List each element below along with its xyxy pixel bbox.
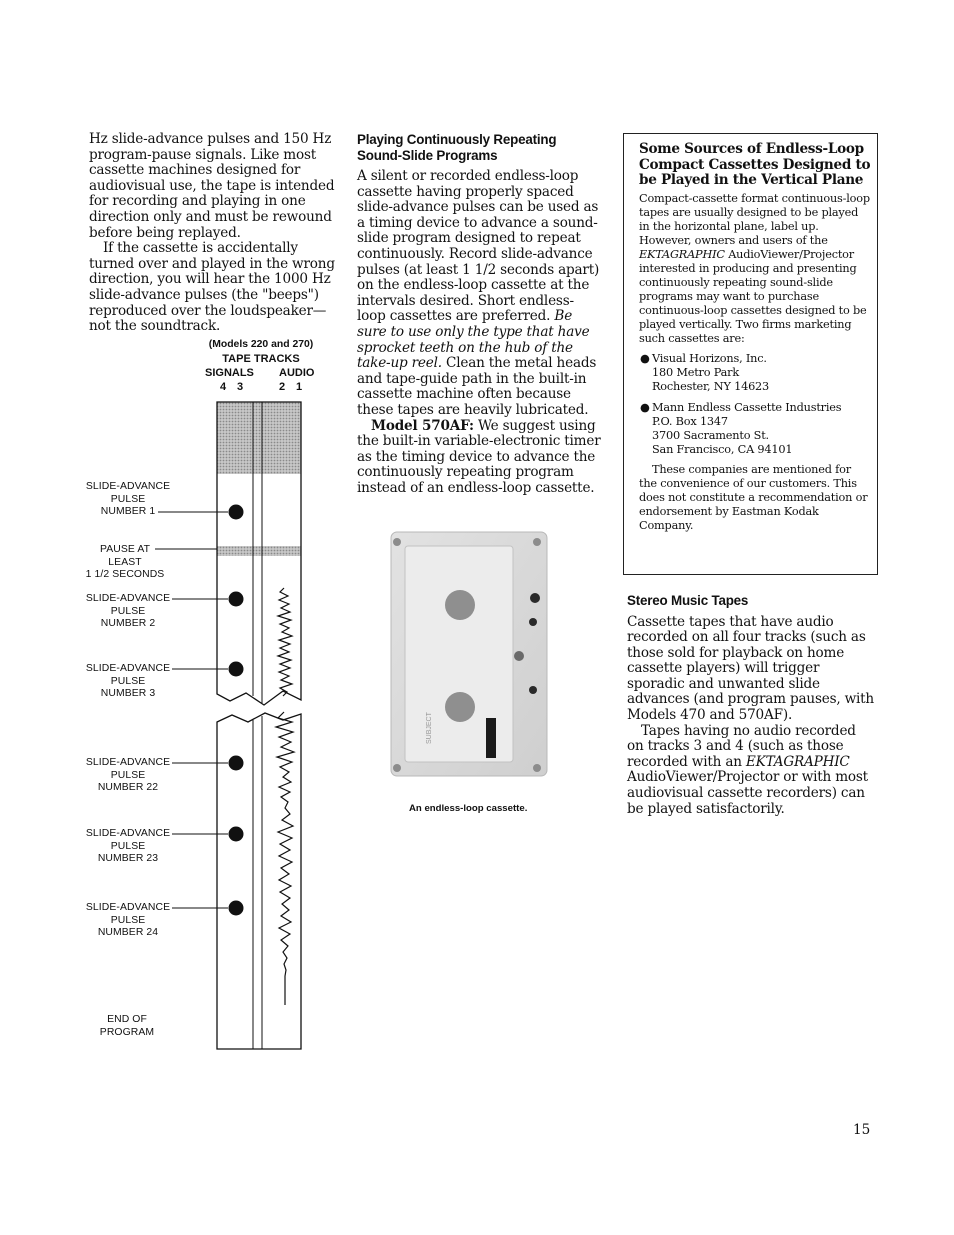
label-pulse-3: SLIDE-ADVANCE PULSE NUMBER 3 [85, 663, 171, 699]
sources-list [639, 352, 871, 457]
source-address-line: 3700 Sacramento St. [652, 428, 769, 442]
page-number: 15 [853, 1122, 871, 1138]
tape-segment-lower [217, 713, 301, 1049]
track-4-label: 4 [220, 381, 227, 393]
bullet-icon: ● [640, 351, 650, 365]
stereo-para-2-text-end: AudioViewer/Projector or with most audiovisual cassette recorders) can be played satisfactorily. [627, 769, 868, 817]
stereo-para-1: Cassette tapes that have audio recorded on all four tracks (such as those sold for playback on home cassette players) will trigger sporadic and unwanted slide advances (and program pauses, with Models 470 and 570AF). [627, 613, 874, 724]
label-end-of-program: END OF PROGRAM [99, 1014, 155, 1038]
cassette-subject-label: SUBJECT [426, 712, 433, 744]
stereo-heading: Stereo Music Tapes [627, 593, 749, 608]
middle-para-1-text: A silent or recorded endless-loop cassette having properly spaced slide-advance pulses can be used as a timing device to advance a sound-slide program designed to repeat continuously. Record slide-advance pulses (at least 1 1/2 seconds apart) on the endless-loop cassette at the intervals desired. Short endless-loop cassettes are preferred. [357, 168, 600, 325]
tape-segment-upper [217, 402, 301, 705]
diagram-signals-label: SIGNALS [205, 367, 254, 379]
middle-para-1 [357, 169, 601, 419]
right-column [627, 593, 875, 817]
bullet-icon: ● [640, 400, 650, 414]
stereo-para-2-text: Tapes having no audio recorded on tracks 3 and 4 (such as those recorded with an [627, 722, 856, 770]
diagram-models-label: (Models 220 and 270) [208, 339, 314, 350]
diagram-tape-tracks-label: TAPE TRACKS [222, 353, 300, 365]
source-address-line: Rochester, NY 14623 [652, 379, 770, 393]
middle-para-2 [357, 419, 601, 497]
middle-para-1-italic: Be sure to use only the type that have sprocket teeth on the hub of the take-up reel. [357, 308, 590, 372]
cassette-caption: An endless-loop cassette. [409, 803, 528, 814]
label-pause: PAUSE AT LEAST 1 1/2 SECONDS [85, 544, 165, 580]
sources-intro-text: Compact-cassette format continuous-loop tapes are usually designed to be played in the horizontal plane, label up. However, owners and users of the [639, 191, 870, 247]
source-address-line: 180 Metro Park [652, 365, 740, 379]
left-column [89, 132, 339, 335]
source-address-line: San Francisco, CA 94101 [652, 442, 793, 456]
track-2-label: 2 [279, 381, 286, 393]
label-pulse-1: SLIDE-ADVANCE PULSE NUMBER 1 [85, 481, 171, 517]
sources-intro-italic: EKTAGRAPHIC [639, 247, 725, 261]
source-address-line: P.O. Box 1347 [652, 414, 728, 428]
middle-para-2-text: We suggest using the built-in variable-electronic timer as the timing device to advance the continuously repeating program instead of an endless-loop cassette. [357, 417, 601, 496]
label-pulse-24: SLIDE-ADVANCE PULSE NUMBER 24 [85, 902, 171, 938]
sources-box [623, 133, 878, 575]
list-item [639, 401, 871, 457]
source-name: Visual Horizons, Inc. [652, 351, 767, 365]
source-name: Mann Endless Cassette Industries [652, 400, 842, 414]
endless-loop-cassette-photo [389, 530, 551, 778]
label-pulse-22: SLIDE-ADVANCE PULSE NUMBER 22 [85, 757, 171, 793]
list-item [639, 352, 871, 394]
stereo-para-2 [627, 724, 875, 818]
left-para-2: If the cassette is accidentally turned over and played in the wrong direction, you will hear the 1000 Hz slide-advance pulses (the "beeps") reproduced over the loudspeaker—not the soundtrack. [89, 240, 335, 335]
model-570af-label: Model 570AF: [371, 417, 474, 434]
sources-box-title: Some Sources of Endless-Loop Compact Cassettes Designed to be Played in the Vertical Plane [639, 141, 871, 189]
label-pulse-23: SLIDE-ADVANCE PULSE NUMBER 23 [85, 828, 171, 864]
diagram-audio-label: AUDIO [279, 367, 315, 379]
middle-column [357, 132, 601, 496]
middle-heading: Playing Continuously Repeating Sound-Slide Programs [357, 132, 557, 163]
track-3-label: 3 [237, 381, 244, 393]
sources-intro-text-end: AudioViewer/Projector interested in producing and presenting continuously repeating sound-slide programs may want to purchase continuous-loop cassettes designed to be played vertically. Two firms marketing such cassettes are: [639, 247, 867, 345]
middle-para-1-text-end: Clean the metal heads and tape-guide path in the built-in cassette machine often because these tapes are heavily lubricated. [357, 355, 597, 418]
sources-box-intro [639, 192, 871, 346]
stereo-para-2-italic: EKTAGRAPHIC [745, 753, 850, 770]
track-1-label: 1 [296, 381, 303, 393]
sources-disclaimer: These companies are mentioned for the convenience of our customers. This does not constitute a recommendation or endorsement by Eastman Kodak Company. [639, 462, 868, 532]
label-pulse-2: SLIDE-ADVANCE PULSE NUMBER 2 [85, 593, 171, 629]
left-para-1: Hz slide-advance pulses and 150 Hz program-pause signals. Like most cassette machines designed for audiovisual use, the tape is intended for recording and playing in one direction only and must be rewound before being replayed. [89, 131, 335, 241]
